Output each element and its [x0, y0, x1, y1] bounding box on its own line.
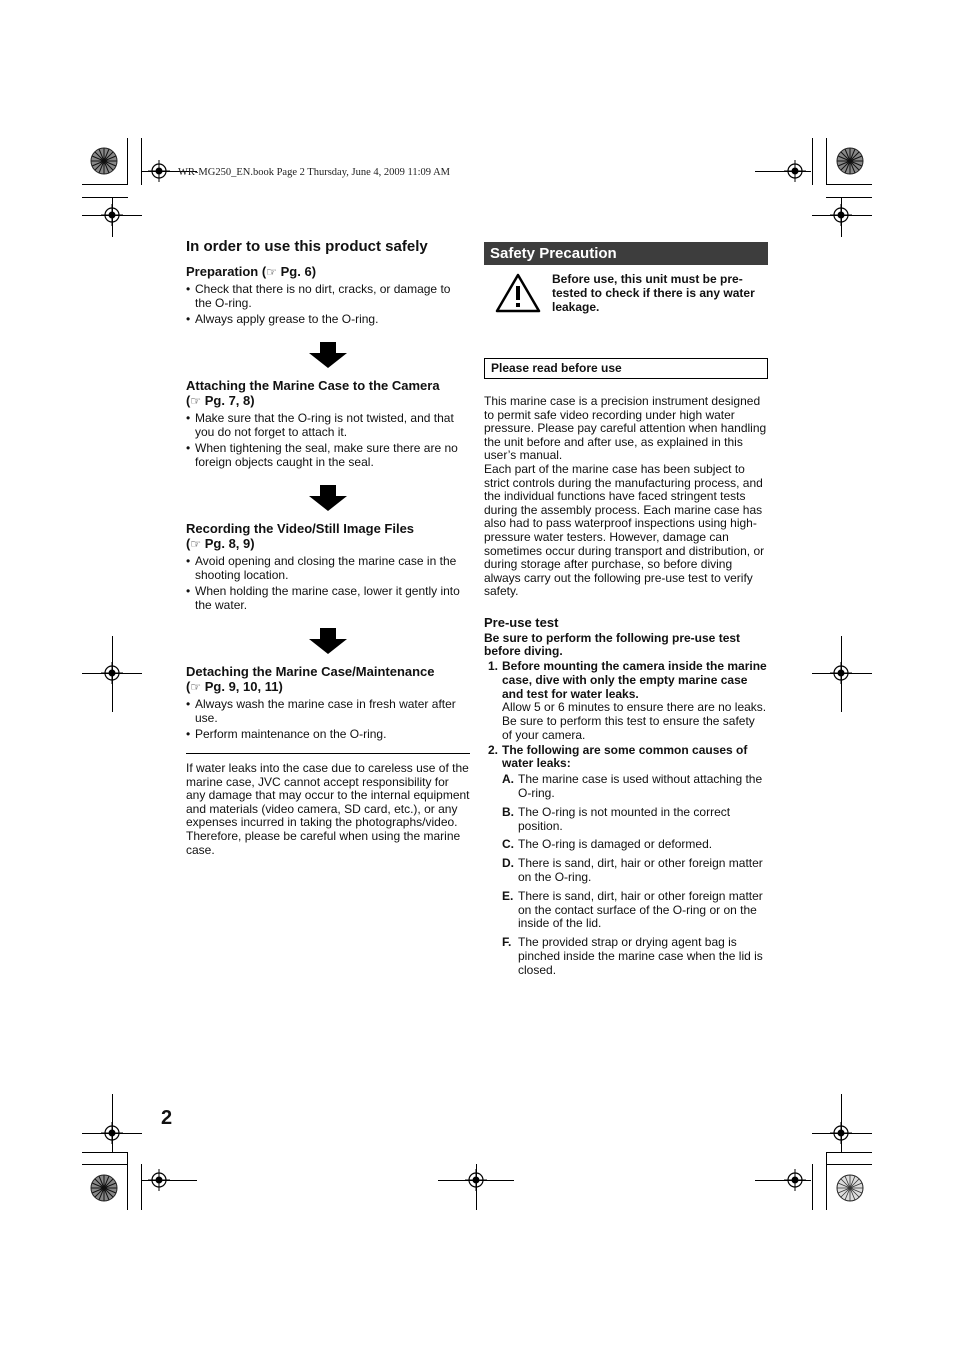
- numbered-item: 2. The following are some common causes of water leaks: A. The marine case is used without attaching the O-ring. B. The O-ring is not mounted in the correct position. C. The O-ring is damaged or deformed. D. There is sand, dirt, hair or other foreign matter on the O-ring. E. There is sand, dirt, hair or other foreign matter on the contact surface of the O-ring or on the inside of the lid. F. The provided strap or drying agent bag is pinched inside the marine case when the lid is closed.: [484, 744, 768, 978]
- section-banner: Safety Precaution: [484, 242, 768, 265]
- registration-mark-icon: [784, 1169, 806, 1191]
- list-item: • When holding the marine case, lower it gently into the water.: [186, 584, 470, 612]
- registration-mark-icon: [830, 204, 852, 226]
- registration-mark-icon: [101, 662, 123, 684]
- page-reference: Pg. 8, 9: [204, 536, 251, 551]
- preuse-test-title: Pre-use test: [484, 614, 559, 630]
- item-heading: Before mounting the camera inside the marine case, dive with only the empty marine case and test for water leaks.: [502, 658, 767, 701]
- star-target-icon: [90, 1174, 118, 1202]
- divider: [186, 753, 470, 754]
- star-target-icon: [836, 147, 864, 175]
- page-number: 2: [161, 1107, 173, 1129]
- read-before-use-box: Please read before use: [484, 358, 768, 379]
- down-arrow-icon: [309, 342, 347, 368]
- registration-mark-icon: [101, 1122, 123, 1144]
- page-reference: Pg. 7, 8: [204, 393, 251, 408]
- registration-mark-icon: [101, 204, 123, 226]
- registration-mark-icon: [784, 160, 806, 182]
- cause-item: B. The O-ring is not mounted in the correct position.: [502, 804, 731, 833]
- step-title: Attaching the Marine Case to the Camera: [186, 378, 440, 393]
- list-item: • Avoid opening and closing the marine case in the shooting location.: [186, 554, 470, 582]
- quality-paragraph: Each part of the marine case has been subject to strict controls during the manufacturing process, and the individual functions have faced stringent tests during the assembly process. Each marine case has also had to pass waterproof inspections using high-pressure water testers. However, damage can sometimes occur during transport and distribution, or during storage after purchase, so before diving always carry out the following pre-use test to verify safety.: [484, 461, 765, 599]
- warning-block: [484, 273, 768, 325]
- warning-text: Before use, this unit must be pre-tested to check if there is any water leakage.: [552, 272, 755, 314]
- cause-item: C. The O-ring is damaged or deformed.: [502, 837, 713, 852]
- registration-mark-icon: [148, 1169, 170, 1191]
- step-title: Detaching the Marine Case/Maintenance: [186, 664, 435, 679]
- item-text: Allow 5 or 6 minutes to ensure there are no leaks.: [502, 700, 767, 715]
- registration-mark-icon: [148, 160, 170, 182]
- list-item: • Always wash the marine case in fresh water after use.: [186, 697, 470, 725]
- step-title: Recording the Video/Still Image Files: [186, 521, 415, 536]
- cause-item: A. The marine case is used without attaching the O-ring.: [502, 772, 763, 801]
- intro-paragraph: This marine case is a precision instrument designed to permit safe video recording under high water pressure. Please pay careful attention when handling the unit before and after use, as explained in this user’s manual.: [484, 394, 767, 463]
- warning-triangle-icon: [495, 273, 541, 313]
- page-reference: Pg. 9, 10, 11: [204, 679, 279, 694]
- list-item: • Always apply grease to the O-ring.: [186, 312, 470, 326]
- item-text: Be sure to perform this test to ensure the safety of your camera.: [502, 714, 755, 742]
- item-heading: The following are some common causes of water leaks:: [502, 742, 748, 771]
- registration-mark-icon: [830, 662, 852, 684]
- list-item: • Make sure that the O-ring is not twisted, and that you do not forget to attach it.: [186, 411, 470, 439]
- star-target-icon: [836, 1174, 864, 1202]
- pointing-hand-icon: ☞: [190, 680, 202, 694]
- cause-item: D. There is sand, dirt, hair or other foreign matter on the O-ring.: [502, 856, 763, 885]
- numbered-item: 1. Before mounting the camera inside the marine case, dive with only the empty marine case and test for water leaks. Allow 5 or 6 minutes to ensure there are no leaks. Be sure to perform this test to ensure the safety of your camera.: [488, 658, 767, 742]
- step-preparation: Preparation (☞ Pg. 6) • Check that there is no dirt, cracks, or damage to the O-ring. • Always apply grease to the O-ring.: [186, 264, 470, 326]
- list-item: • Check that there is no dirt, cracks, or damage to the O-ring.: [186, 282, 470, 310]
- cause-item: E. There is sand, dirt, hair or other foreign matter on the contact surface of the O-ring or on the inside of the lid.: [502, 888, 763, 931]
- star-target-icon: [90, 147, 118, 175]
- step-attaching: Attaching the Marine Case to the Camera (☞ Pg. 7, 8) • Make sure that the O-ring is not twisted, and that you do not forget to attach it. • When tightening the seal, make sure there are no foreign objects caught in the seal.: [186, 378, 470, 469]
- down-arrow-icon: [309, 628, 347, 654]
- registration-mark-icon: [465, 1169, 487, 1191]
- liability-notice: If water leaks into the case due to careless use of the marine case, JVC cannot accept responsibility for any damage that may occur to the internal equipment and materials (video camera, SD card, etc.), or any expenses incurred in taking the photographs/video. Therefore, please be careful when using the marine case.: [186, 761, 470, 857]
- registration-mark-icon: [830, 1122, 852, 1144]
- cause-item: F. The provided strap or drying agent bag is pinched inside the marine case when the lid is closed.: [502, 935, 763, 977]
- pointing-hand-icon: ☞: [190, 537, 202, 551]
- left-column: [186, 238, 470, 857]
- section-title: In order to use this product safely: [186, 238, 428, 255]
- step-detaching: Detaching the Marine Case/Maintenance (☞ Pg. 9, 10, 11) • Always wash the marine case in fresh water after use. • Perform maintenance on the O-ring.: [186, 664, 470, 741]
- pointing-hand-icon: ☞: [190, 394, 202, 408]
- page-reference: Pg. 6: [280, 264, 312, 279]
- step-title: Preparation: [186, 264, 259, 279]
- pointing-hand-icon: ☞: [266, 265, 277, 279]
- down-arrow-icon: [309, 485, 347, 511]
- preuse-test-intro: Be sure to perform the following pre-use test before diving.: [484, 630, 741, 658]
- print-header: WR-MG250_EN.book Page 2 Thursday, June 4, 2009 11:09 AM: [178, 167, 451, 178]
- step-recording: Recording the Video/Still Image Files (☞ Pg. 8, 9) • Avoid opening and closing the marine case in the shooting location. • When holding the marine case, lower it gently into the water.: [186, 521, 470, 612]
- list-item: • When tightening the seal, make sure there are no foreign objects caught in the seal.: [186, 441, 470, 469]
- right-column: [484, 242, 768, 983]
- list-item: • Perform maintenance on the O-ring.: [186, 727, 470, 741]
